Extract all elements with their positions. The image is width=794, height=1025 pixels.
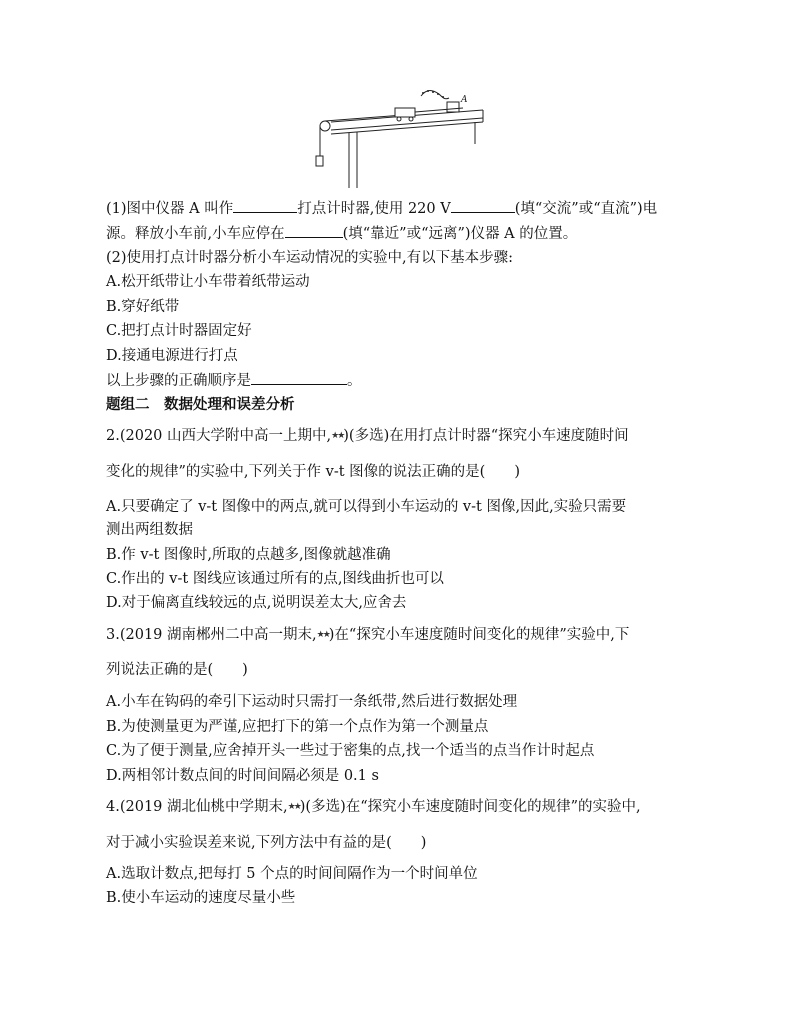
answer-blank-2[interactable] — [451, 198, 515, 213]
q3-stem-line1: 3.(2019 湖南郴州二中高一期末,★★)在“探究小车速度随时间变化的规律”实验中,下 — [106, 627, 630, 643]
answer-blank-1[interactable] — [233, 198, 297, 213]
q2-option-c: C.作出的 v-t 图线应该通过所有的点,图线曲折也可以 — [106, 571, 444, 587]
q1-part1-line1: (1)图中仪器 A 叫作 打点计时器,使用 220 V (填“交流”或“直流”)电 — [106, 198, 657, 219]
q1-order-prompt: 以上步骤的正确顺序是 。 — [106, 370, 362, 391]
answer-blank-3[interactable] — [285, 223, 343, 238]
q3-option-d: D.两相邻计数点间的时间间隔必须是 0.1 s — [106, 768, 379, 784]
experiment-apparatus-figure — [303, 84, 489, 192]
q1-step-d: D.接通电源进行打点 — [106, 348, 238, 364]
q1-step-c: C.把打点计时器固定好 — [106, 323, 252, 339]
figure-label-a: A — [461, 95, 468, 105]
q1-part1-line2: 源。释放小车前,小车应停在 (填“靠近”或“远离”)仪器 A 的位置。 — [106, 223, 577, 244]
q1-step-b: B.穿好纸带 — [106, 299, 180, 315]
q2-stem-line1: 2.(2020 山西大学附中高一上期中,★★)(多选)在用打点计时器“探究小车速度随时间 — [106, 428, 629, 444]
difficulty-stars-icon: ★★ — [331, 431, 344, 441]
q3-option-a: A.小车在钩码的牵引下运动时只需打一条纸带,然后进行数据处理 — [106, 694, 518, 710]
difficulty-stars-icon: ★★ — [287, 802, 300, 812]
section-title: 题组二 数据处理和误差分析 — [106, 396, 295, 413]
q2-option-d: D.对于偏离直线较远的点,说明误差太大,应舍去 — [106, 595, 407, 611]
q2-stem-line2: 变化的规律”的实验中,下列关于作 v-t 图像的说法正确的是( ) — [106, 464, 520, 480]
difficulty-stars-icon: ★★ — [316, 630, 329, 640]
q4-option-a: A.选取计数点,把每打 5 个点的时间间隔作为一个时间单位 — [106, 866, 478, 882]
q1-step-a: A.松开纸带让小车带着纸带运动 — [106, 274, 310, 290]
q2-option-b: B.作 v-t 图像时,所取的点越多,图像就越准确 — [106, 547, 391, 563]
q4-stem-line1: 4.(2019 湖北仙桃中学期末,★★)(多选)在“探究小车速度随时间变化的规律”的实验中, — [106, 799, 641, 815]
q3-option-b: B.为使测量更为严谨,应把打下的第一个点作为第一个测量点 — [106, 719, 489, 735]
q2-option-a: A.只要确定了 v-t 图像中的两点,就可以得到小车运动的 v-t 图像,因此,实验只需要 — [106, 499, 627, 515]
q2-option-a-cont: 测出两组数据 — [106, 522, 193, 538]
q4-option-b: B.使小车运动的速度尽量小些 — [106, 890, 296, 906]
q3-option-c: C.为了便于测量,应舍掉开头一些过于密集的点,找一个适当的点当作计时起点 — [106, 743, 595, 759]
q4-stem-line2: 对于减小实验误差来说,下列方法中有益的是( ) — [106, 835, 427, 851]
q3-stem-line2: 列说法正确的是( ) — [106, 662, 248, 678]
q1-part2-intro: (2)使用打点计时器分析小车运动情况的实验中,有以下基本步骤: — [106, 250, 514, 266]
answer-blank-order[interactable] — [251, 370, 347, 385]
